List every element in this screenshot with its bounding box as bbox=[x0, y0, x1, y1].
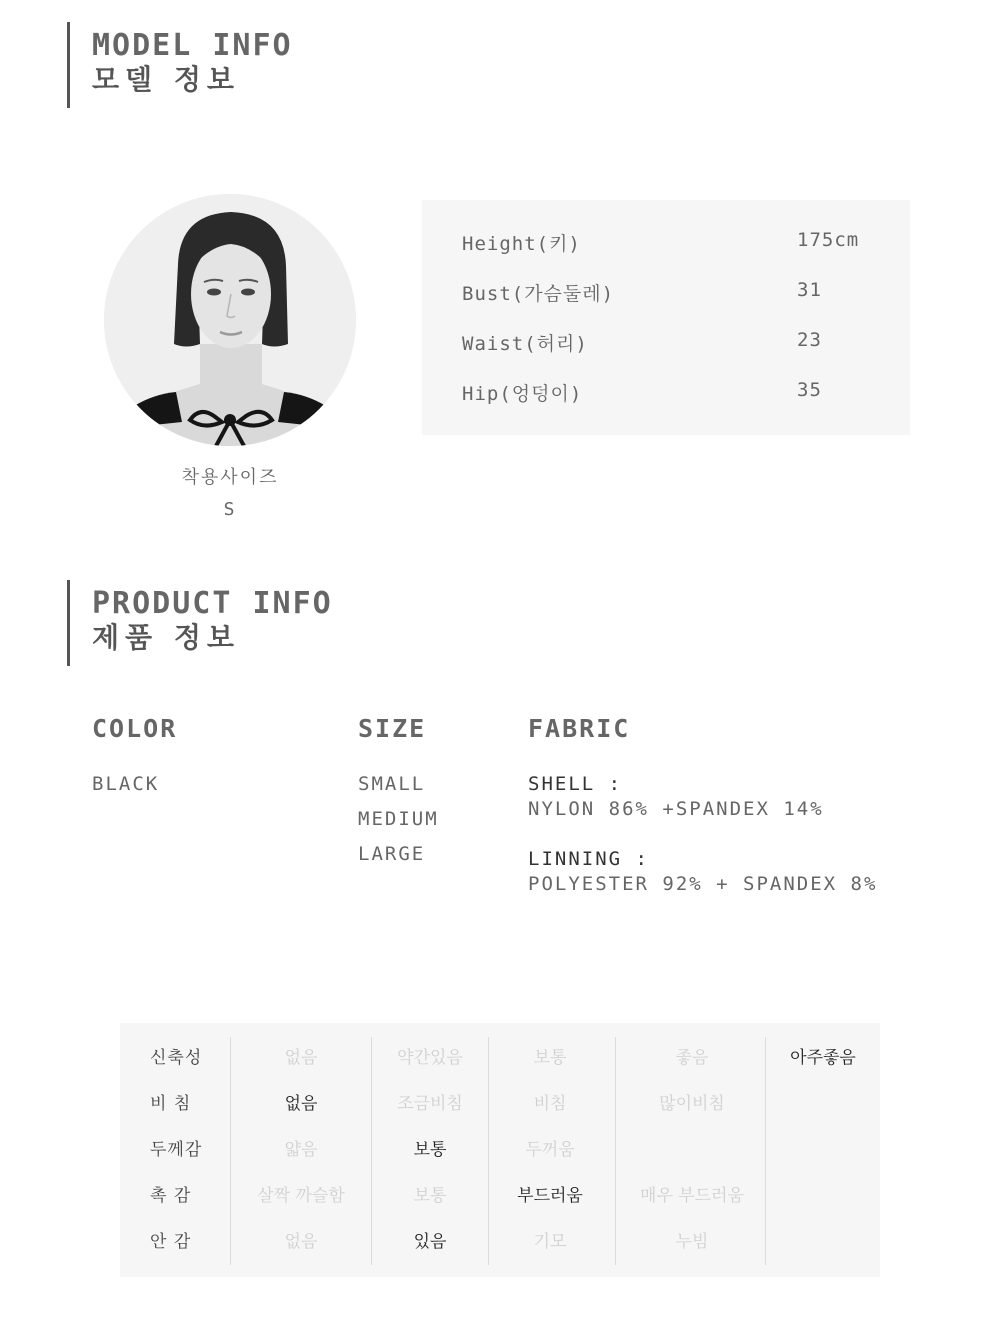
attribute-option: 두꺼움 bbox=[525, 1140, 575, 1160]
attribute-label: 두께감 bbox=[150, 1140, 203, 1160]
attribute-option: 기모 bbox=[533, 1232, 567, 1252]
attribute-label: 안 감 bbox=[150, 1232, 192, 1252]
color-title: COLOR bbox=[92, 714, 178, 743]
measurement-label: Bust(가슴둘레) bbox=[462, 283, 615, 305]
measurement-value: 35 bbox=[797, 379, 822, 401]
size-value: SMALL bbox=[358, 773, 426, 795]
attribute-option: 보통 bbox=[533, 1048, 567, 1068]
wear-size-label: 착용사이즈 bbox=[181, 467, 279, 488]
measurement-label: Hip(엉덩이) bbox=[462, 383, 583, 405]
attribute-option: 살짝 까슬함 bbox=[257, 1186, 345, 1206]
attribute-label: 촉 감 bbox=[150, 1186, 192, 1206]
fabric-lining-label: LINNING : bbox=[528, 848, 649, 870]
attribute-option: 약간있음 bbox=[397, 1048, 463, 1068]
measurement-value: 23 bbox=[797, 329, 822, 351]
attribute-option: 보통 bbox=[413, 1186, 447, 1206]
attribute-option-selected: 보통 bbox=[413, 1140, 447, 1160]
attribute-option-selected: 있음 bbox=[413, 1232, 447, 1252]
column-divider bbox=[371, 1037, 372, 1265]
size-value: MEDIUM bbox=[358, 808, 439, 830]
fabric-lining-value: POLYESTER 92% + SPANDEX 8% bbox=[528, 873, 878, 895]
measurement-label: Waist(허리) bbox=[462, 333, 588, 355]
model-info-title-ko: 모델 정보 bbox=[92, 63, 240, 96]
attribute-option-selected: 부드러움 bbox=[517, 1186, 583, 1206]
product-info-title-en: PRODUCT INFO bbox=[92, 586, 333, 621]
attribute-option: 없음 bbox=[284, 1232, 318, 1252]
attribute-option: 많이비침 bbox=[659, 1094, 725, 1114]
attribute-label: 신축성 bbox=[150, 1048, 203, 1068]
column-divider bbox=[230, 1037, 231, 1265]
attribute-option: 좋음 bbox=[675, 1048, 709, 1068]
attribute-option: 조금비침 bbox=[397, 1094, 463, 1114]
wear-size-value: S bbox=[223, 499, 237, 520]
measurement-label: Height(키) bbox=[462, 233, 581, 255]
attribute-option: 비침 bbox=[533, 1094, 567, 1114]
color-value: BLACK bbox=[92, 773, 160, 795]
column-divider bbox=[765, 1037, 766, 1265]
measurement-row bbox=[462, 229, 882, 259]
fabric-shell-value: NYLON 86% +SPANDEX 14% bbox=[528, 798, 824, 820]
measurement-row bbox=[462, 329, 882, 359]
size-value: LARGE bbox=[358, 843, 426, 865]
attribute-option: 없음 bbox=[284, 1048, 318, 1068]
attribute-option: 매우 부드러움 bbox=[640, 1186, 744, 1206]
attribute-option-selected: 아주좋음 bbox=[790, 1048, 856, 1068]
attribute-option: 얇음 bbox=[284, 1140, 318, 1160]
attribute-table bbox=[120, 1023, 880, 1277]
model-info-heading bbox=[67, 22, 293, 108]
product-info-title-ko: 제품 정보 bbox=[92, 621, 240, 654]
measurements-panel bbox=[422, 200, 910, 435]
attribute-option-selected: 없음 bbox=[284, 1094, 318, 1114]
size-title: SIZE bbox=[358, 714, 427, 743]
model-info-title-en: MODEL INFO bbox=[92, 28, 293, 63]
measurement-value: 31 bbox=[797, 279, 822, 301]
fabric-title: FABRIC bbox=[528, 714, 631, 743]
column-divider bbox=[488, 1037, 489, 1265]
model-photo bbox=[104, 194, 356, 446]
measurement-row bbox=[462, 279, 882, 309]
measurement-row bbox=[462, 379, 882, 409]
product-info-heading bbox=[67, 580, 333, 666]
fabric-shell-label: SHELL : bbox=[528, 773, 623, 795]
column-divider bbox=[615, 1037, 616, 1265]
attribute-option: 누빔 bbox=[675, 1232, 709, 1252]
measurement-value: 175cm bbox=[797, 229, 860, 251]
attribute-label: 비 침 bbox=[150, 1094, 192, 1114]
